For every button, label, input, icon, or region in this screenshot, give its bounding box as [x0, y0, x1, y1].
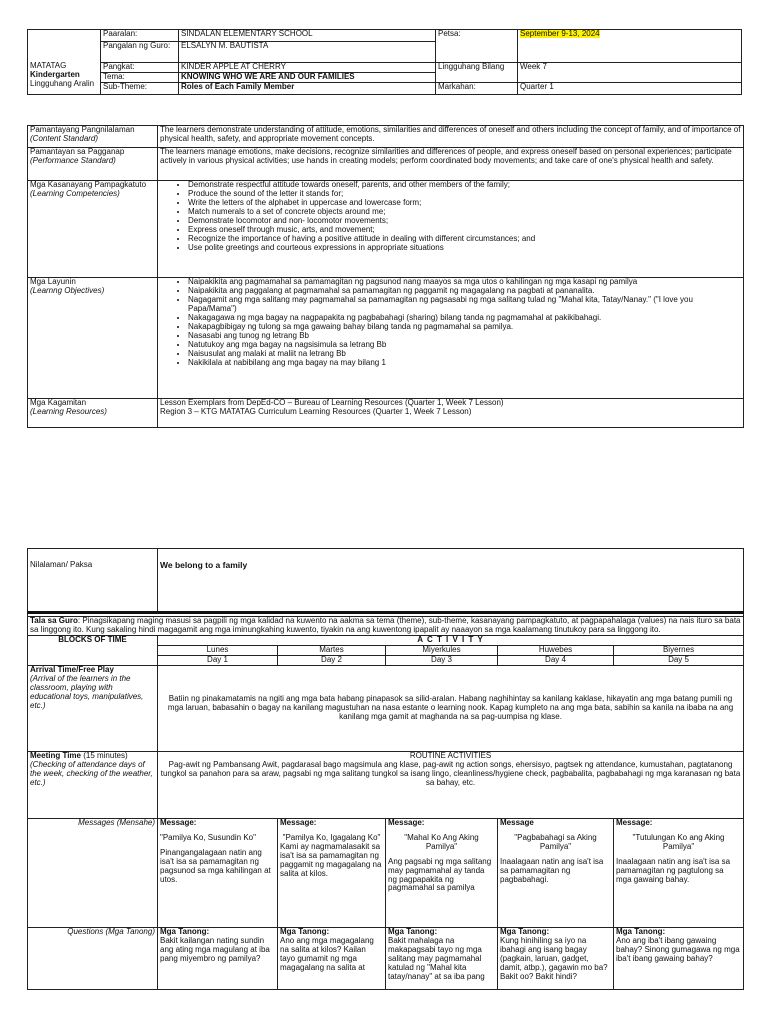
- objectives-label-en: (Learnng Objectives): [30, 285, 105, 295]
- meeting-minutes: (15 minutes): [80, 751, 128, 760]
- objective-item-4: • Nakagagawa ng mga bagay na nagpapakita ng pagbabahagi (sharing) bilang tanda ng pagmamahal at pakikibahagi.: [188, 314, 741, 323]
- objective-item-7: • Natutukoy ang mga bagay na nagsisimula sa letrang Bb: [188, 341, 741, 350]
- content-standard-text: The learners demonstrate understanding of attitude, emotions, similarities and differences of oneself and others including the concept of family, and of importance of physical health, safety, and appropriate movement concepts.: [158, 126, 744, 148]
- question-title-4: Mga Tanong:: [500, 927, 550, 936]
- message-title-5: Message:: [616, 818, 653, 827]
- meeting-label-cell: [28, 751, 158, 818]
- petsa-cell: [518, 30, 742, 63]
- tala-label: Tala sa Guro: [30, 616, 78, 625]
- meeting-title: Meeting Time: [30, 751, 81, 760]
- day-name-1: Lunes: [158, 645, 278, 655]
- message-cell-3: [386, 818, 498, 927]
- resources-label: Mga Kagamitan: [30, 398, 87, 407]
- lesson-table: [27, 548, 744, 990]
- blocks-of-time-label: BLOCKS OF TIME: [28, 635, 158, 665]
- day-name-4: Huwebes: [498, 645, 614, 655]
- resources-text-cell: [158, 399, 744, 428]
- competency-item-8: • Use polite greetings and courteous expressions in appropriate situations: [188, 244, 741, 253]
- message-quote-2: "Pamilya Ko, Igagalang Ko": [282, 832, 381, 842]
- lingguhang-aralin-label: Lingguhang Aralin: [30, 78, 95, 88]
- linggo-value: Week 7: [518, 63, 742, 83]
- competencies-label: Mga Kasanayang Pampagkatuto: [30, 180, 147, 189]
- competency-item-2: • Produce the sound of the letter it stands for;: [188, 190, 741, 199]
- petsa-value: September 9-13, 2024: [520, 29, 600, 38]
- question-title-2: Mga Tanong:: [280, 927, 330, 936]
- message-cell-2: [278, 818, 386, 927]
- day-number-2: Day 2: [278, 655, 386, 665]
- message-cell-1: [158, 818, 278, 927]
- questions-label: Questions (Mga Tanong): [28, 927, 158, 989]
- objective-item-2: • Naipakikita ang paggalang at pagmamahal sa pamamagitan ng paggamit ng magagalang na pagbati at pananalita.: [188, 287, 741, 296]
- message-body-3: Ang pagsabi ng mga salitang may pagmamahal ay tanda ng pagpapakita ng pagmamahal sa pamilya: [388, 856, 492, 893]
- question-body-3: Bakit mahalaga na makapagsabi tayo ng mga salitang may pagmamahal katulad ng "Mahal kita tatay/nanay" at sa iba pang: [388, 935, 485, 981]
- resources-line-2: Region 3 – KTG MATATAG Curriculum Learning Resources (Quarter 1, Week 7 Lesson): [160, 406, 472, 416]
- objective-item-9: • Nakikilala at nabibilang ang mga bagay na may bilang 1: [188, 359, 741, 368]
- message-title-1: Message:: [160, 818, 197, 827]
- day-name-2: Martes: [278, 645, 386, 655]
- competency-item-5: • Demonstrate locomotor and non- locomotor movements;: [188, 217, 741, 226]
- objectives-label: Mga Layunin: [30, 277, 76, 286]
- objectives-list-cell: [158, 278, 744, 399]
- pangkat-label: Pangkat:: [101, 63, 179, 73]
- matatag-label: MATATAG: [30, 61, 67, 70]
- message-title-4: Message: [500, 818, 534, 827]
- objective-item-6: • Nasasabi ang tunog ng letrang Bb: [188, 332, 741, 341]
- arrival-label-cell: [28, 665, 158, 751]
- content-standard-label: Pamantayang Pangnilalaman: [30, 125, 135, 134]
- objective-item-5: • Nakapagbibigay ng tulong sa mga gawaing bahay bilang tanda ng pagmamahal sa pamilya.: [188, 323, 741, 332]
- paaralan-label: Paaralan:: [101, 30, 179, 42]
- message-body-1: Pinangangalagaan natin ang isa't isa sa pamamagitan ng pagsunod sa mga kahilingan at utos.: [160, 847, 271, 884]
- linggo-label: Lingguhang Bilang: [436, 63, 518, 83]
- question-cell-2: [278, 927, 386, 989]
- day-number-4: Day 4: [498, 655, 614, 665]
- topic-label: Nilalaman/ Paksa: [28, 549, 158, 613]
- objectives-label-cell: [28, 278, 158, 399]
- competency-item-3: • Write the letters of the alphabet in uppercase and lowercase form;: [188, 199, 741, 208]
- message-quote-1: "Pamilya Ko, Susundin Ko": [160, 832, 256, 842]
- resources-label-en: (Learning Resources): [30, 406, 107, 416]
- objective-item-8: • Naisusulat ang malaki at maliit na letrang Bb: [188, 350, 741, 359]
- topic-value: We belong to a family: [158, 549, 744, 613]
- meeting-text: Pag-awit ng Pambansang Awit, pagdarasal bago magsimula ang klase, pag-awit ng action songs, ehersisyo, pagtsek ng attendance, kumustahan, pagtatanong tungkol sa panahon para sa araw, pagsabi ng mga salitang tungkol sa isang lingo, cleanliness/hygiene check, pagbabalita, pagbabahagi ng mga karanasan ng bata sa bahay, etc.: [160, 759, 741, 787]
- tema-value: KNOWING WHO WE ARE AND OUR FAMILIES: [179, 73, 436, 83]
- subtheme-value: Roles of Each Family Member: [179, 83, 436, 95]
- meeting-heading: ROUTINE ACTIVITIES: [409, 751, 492, 760]
- question-title-1: Mga Tanong:: [160, 927, 210, 936]
- tala-text: : Pinagsikapang maging masusi sa pagpili ng mga kalidad na kuwento na aakma sa tema (theme), sub-theme, kasanayang pampagkatuto, at pagpapahalaga (values) na nais ituro sa bata sa linggong ito. Kung sakaling hindi magagamit ang mga iminungkahing kuwento, tiyakin na ang kuwentong ipapalit ay naaayon sa mga kaalamang tinutukoy para sa linggong ito.: [30, 616, 741, 634]
- question-body-1: Bakit kailangan nating sundin ang ating mga magulang at iba pang miyembro ng pamilya?: [160, 935, 270, 963]
- objective-item-3: • Nagagamit ang mga salitang may pagmamahal sa pamamagitan ng pagsasabi ng mga salitang tulad ng "Mahal kita, Tatay/Nanay." ("I love you Papa/Mama"): [188, 296, 741, 314]
- kindergarten-label: Kindergarten: [30, 69, 80, 79]
- question-body-5: Ano ang iba't ibang gawaing bahay? Sinong gumagawa ng mga iba't ibang gawaing bahay?: [616, 935, 740, 963]
- question-cell-1: [158, 927, 278, 989]
- competencies-list: [160, 181, 741, 253]
- tala-sa-guro: [28, 617, 744, 636]
- competency-item-1: • Demonstrate respectful attitude towards oneself, parents, and other members of the family;: [188, 181, 741, 190]
- meeting-text-cell: [158, 751, 744, 818]
- message-cell-5: [614, 818, 744, 927]
- markahan-label: Markahan:: [436, 83, 518, 95]
- question-title-3: Mga Tanong:: [388, 927, 438, 936]
- content-standard-label-en: (Content Standard): [30, 133, 99, 143]
- day-number-3: Day 3: [386, 655, 498, 665]
- competencies-list-cell: [158, 181, 744, 278]
- standards-table: [27, 125, 744, 428]
- activity-header: A C T I V I T Y: [158, 635, 744, 645]
- resources-label-cell: [28, 399, 158, 428]
- arrival-title: Arrival Time/Free Play: [30, 665, 114, 674]
- guro-value: ELSALYN M. BAUTISTA: [179, 42, 436, 63]
- paaralan-value: SINDALAN ELEMENTARY SCHOOL: [179, 30, 436, 42]
- question-cell-3: [386, 927, 498, 989]
- header-table: [27, 29, 742, 95]
- day-number-1: Day 1: [158, 655, 278, 665]
- markahan-value: Quarter 1: [518, 83, 742, 95]
- question-title-5: Mga Tanong:: [616, 927, 666, 936]
- pangkat-value: KINDER APPLE AT CHERRY: [179, 63, 436, 73]
- message-cell-4: [498, 818, 614, 927]
- message-body-5: Inaalagaan natin ang isa't isa sa pamamagitan ng pagtulong sa mga gawaing bahay.: [616, 856, 731, 884]
- arrival-text: Batiin ng pinakamatamis na ngiti ang mga bata habang pinapasok sa silid-aralan. Habang naghihintay sa kanilang kaklase, hikayatin ang mga batang pumili ng mga laruan, babasahin o bagay na kanilang magustuhan na nasa estante o learning nook. Kapag kumpleto na ang mga bata, sabihin sa kanila na ibaba na ang kanilang mga gamit at maghanda na sa pag-uumpisa ng klase.: [158, 665, 744, 751]
- subtheme-label: Sub-Theme:: [101, 83, 179, 95]
- school-form-label: [28, 30, 101, 95]
- message-quote-3: "Mahal Ko Ang Aking Pamilya": [404, 832, 479, 851]
- messages-label: Messages (Mensahe): [28, 818, 158, 927]
- competencies-label-en: (Learning Competencies): [30, 188, 120, 198]
- tema-label: Tema:: [101, 73, 179, 83]
- performance-standard-text: The learners manage emotions, make decisions, recognize similarities and differences of people, and express oneself based on personal experiences; participate actively in various physical activities; use hands in creating models; perform coordinated body movements; and take care of one's physical health and safety.: [158, 148, 744, 181]
- message-body-2: Kami ay nagmamalasakit sa isa't isa sa pamamagitan ng paggamit ng magagalang na salita at kilos.: [280, 841, 382, 878]
- message-quote-4: "Pagbabahagi sa Aking Pamilya": [514, 832, 597, 851]
- day-name-3: Miyerkules: [386, 645, 498, 655]
- day-name-5: Biyernes: [614, 645, 744, 655]
- question-body-4: Kung hinihiling sa iyo na ibahagi ang isang bagay (pagkain, laruan, gadget, damit, atbp.), gagawin mo ba? Bakit oo? Bakit hindi?: [500, 935, 608, 981]
- competency-item-7: • Recognize the importance of having a positive attitude in dealing with different circumstances; and: [188, 235, 741, 244]
- question-body-2: Ano ang mga magagalang na salita at kilos? Kailan tayo gumamit ng mga magagalang na salita at: [280, 935, 374, 972]
- message-body-4: Inaalagaan natin ang isa't isa sa pamamagitan ng pagbabahagi.: [500, 856, 604, 884]
- content-standard-label-cell: [28, 126, 158, 148]
- competency-item-6: • Express oneself through music, arts, and movement;: [188, 226, 741, 235]
- day-number-5: Day 5: [614, 655, 744, 665]
- competency-item-4: • Match numerals to a set of concrete objects around me;: [188, 208, 741, 217]
- message-quote-5: "Tutulungan Ko ang Aking Pamilya": [632, 832, 725, 851]
- objective-item-1: • Naipakikita ang pagmamahal sa pamamagitan ng pagsunod nang maayos sa mga utos o kahilingan ng mga kasapi ng pamilya: [188, 278, 741, 287]
- question-cell-5: [614, 927, 744, 989]
- arrival-desc: (Arrival of the learners in the classroom, playing with educational toys, manipulatives, etc.): [30, 673, 144, 710]
- performance-standard-label-en: (Performance Standard): [30, 155, 116, 165]
- petsa-label: Petsa:: [436, 30, 518, 63]
- message-title-2: Message:: [280, 818, 317, 827]
- message-title-3: Message:: [388, 818, 425, 827]
- resources-line-1: Lesson Exemplars from DepEd-CO – Bureau of Learning Resources (Quarter 1, Week 7 Lesson): [160, 398, 504, 407]
- guro-label: Pangalan ng Guro:: [101, 42, 179, 63]
- performance-standard-label-cell: [28, 148, 158, 181]
- objectives-list: [160, 278, 741, 368]
- competencies-label-cell: [28, 181, 158, 278]
- question-cell-4: [498, 927, 614, 989]
- performance-standard-label: Pamantayan sa Pagganap: [30, 147, 125, 156]
- meeting-desc: (Checking of attendance days of the week, checking of the weather, etc.): [30, 759, 153, 787]
